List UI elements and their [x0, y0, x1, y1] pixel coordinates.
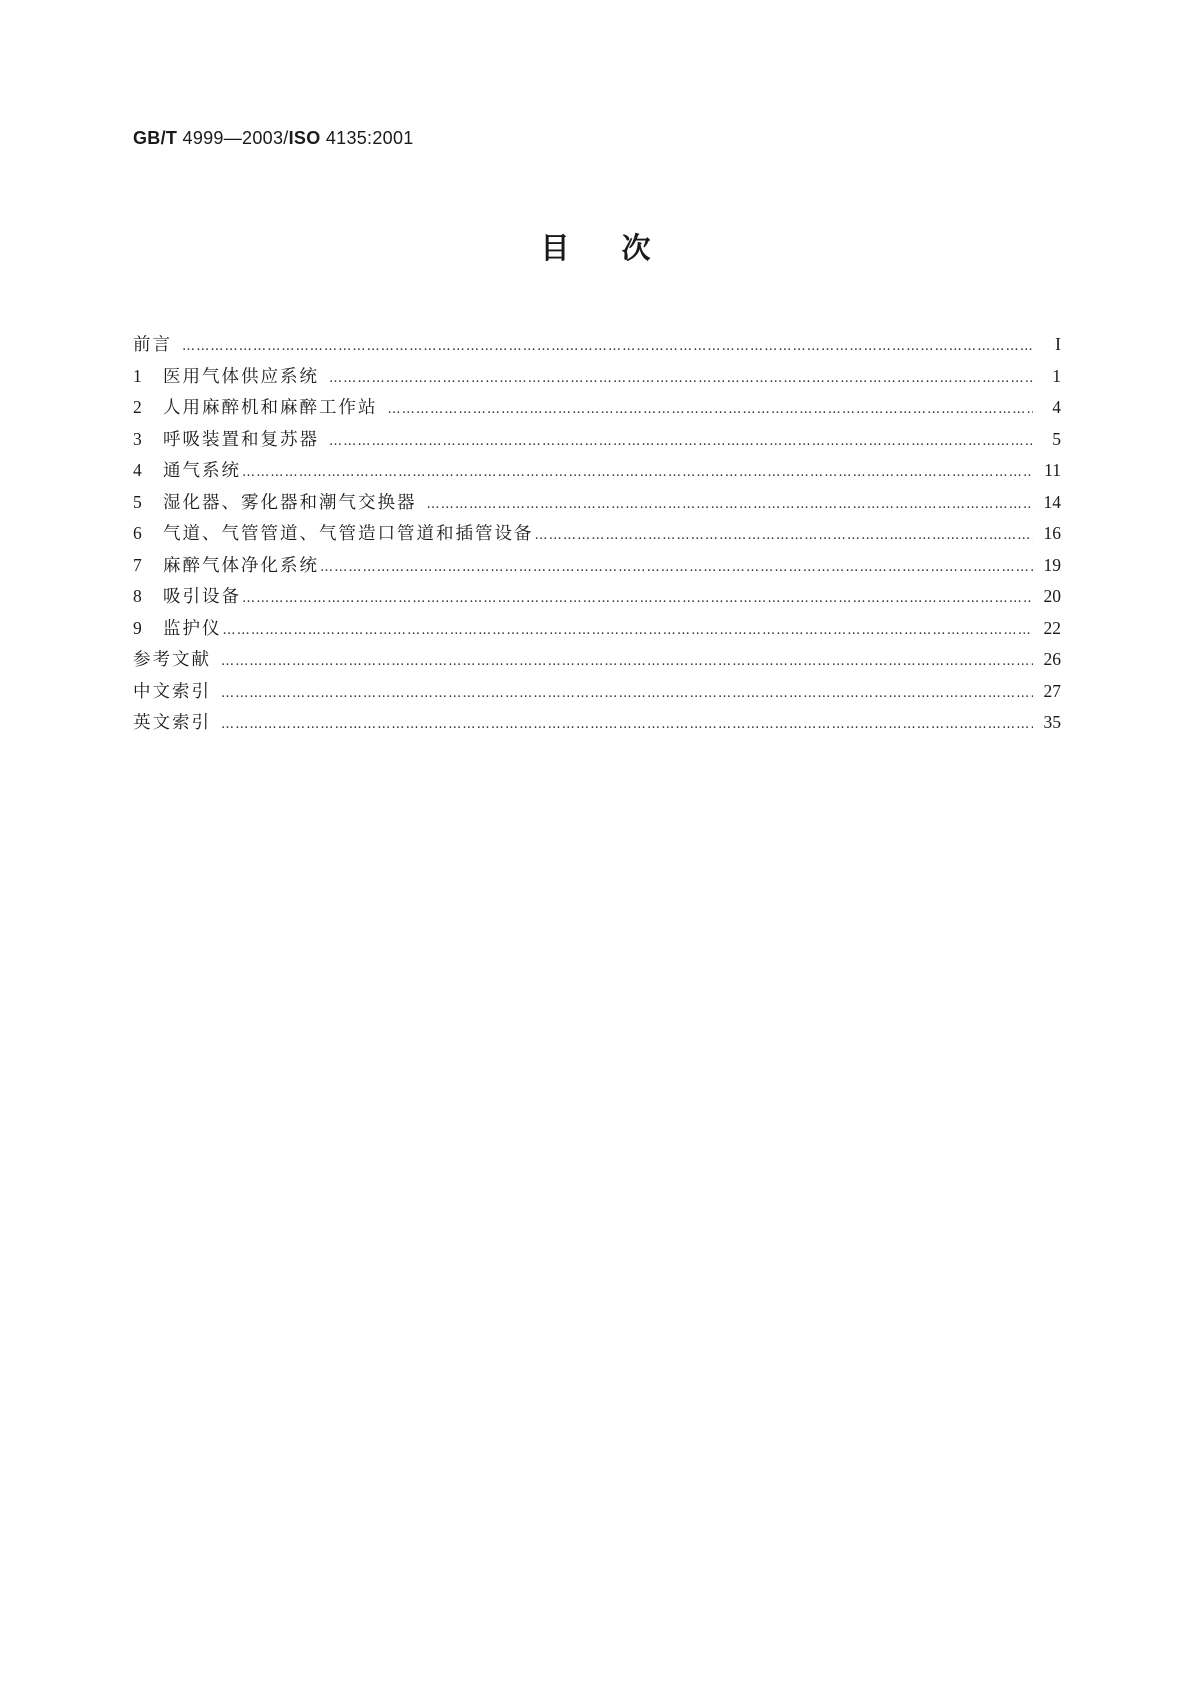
toc-entry-3[interactable]: [133, 424, 1061, 456]
toc-entry-9[interactable]: [133, 613, 1061, 645]
toc-entry-title: 气道、气管管道、气管造口管道和插管设备: [163, 524, 534, 544]
toc-entry-number: 5: [133, 491, 142, 512]
toc-page-number: 22: [1043, 617, 1061, 638]
toc-entry-title: 中文索引: [133, 681, 211, 702]
toc-entry-4[interactable]: [133, 455, 1061, 487]
toc-entry-number: 1: [133, 365, 142, 386]
toc-leader-dots: [242, 583, 1033, 615]
toc-entry-title: 监护仪: [163, 618, 222, 639]
toc-leader-dots: [535, 520, 1034, 552]
toc-leader-dots: [221, 646, 1033, 678]
toc-leader-dots: [242, 457, 1033, 489]
header-code-prefix: GB/T: [133, 128, 178, 148]
toc-entry-title: 参考文献: [133, 650, 211, 670]
toc-entry-2[interactable]: [133, 392, 1061, 424]
toc-leader-dots: [320, 552, 1033, 584]
toc-entry-title: 吸引设备: [163, 587, 241, 607]
header-iso-prefix: ISO: [288, 128, 321, 148]
toc-entry-number: 3: [133, 428, 142, 449]
toc-leader-dots: [388, 394, 1034, 426]
toc-page-number: 11: [1044, 460, 1061, 480]
toc-page-number: 16: [1043, 523, 1061, 543]
toc-page-number: 5: [1052, 428, 1061, 449]
toc-page-number: 1: [1052, 365, 1061, 386]
toc-leader-dots: [329, 363, 1033, 395]
toc-entry-5[interactable]: [133, 487, 1061, 519]
toc-entry-number: 4: [133, 460, 142, 480]
toc-entry-1[interactable]: [133, 361, 1061, 393]
toc-entry-references[interactable]: [133, 644, 1061, 676]
toc-entry-title: 湿化器、雾化器和潮气交换器: [163, 492, 417, 513]
toc-page-number: 14: [1043, 491, 1061, 512]
toc-entry-number: 2: [133, 397, 142, 417]
table-of-contents: [133, 329, 1061, 739]
toc-entry-chinese-index[interactable]: [133, 676, 1061, 708]
toc-leader-dots: [427, 489, 1034, 521]
toc-entry-8[interactable]: [133, 581, 1061, 613]
toc-entry-title: 通气系统: [163, 461, 241, 481]
toc-entry-number: 9: [133, 617, 142, 638]
page-title: 目次: [540, 231, 703, 265]
toc-entry-6[interactable]: [133, 518, 1061, 550]
header-iso-number: 4135:2001: [320, 128, 414, 148]
toc-leader-dots: [329, 426, 1033, 458]
toc-leader-dots: [223, 615, 1034, 647]
toc-entry-number: 8: [133, 586, 142, 606]
toc-entry-title: 呼吸装置和复苏器: [163, 429, 319, 450]
toc-page-number: 27: [1043, 680, 1061, 701]
toc-entry-title: 英文索引: [133, 713, 211, 733]
toc-entry-title: 人用麻醉机和麻醉工作站: [163, 398, 378, 418]
toc-leader-dots: [182, 331, 1033, 363]
toc-entry-title: 前言: [133, 335, 172, 355]
toc-page-number: 19: [1043, 554, 1061, 575]
toc-leader-dots: [221, 678, 1033, 710]
toc-leader-dots: [221, 709, 1033, 741]
standard-number-header: [133, 128, 414, 149]
toc-entry-title: 医用气体供应系统: [163, 366, 319, 387]
toc-page-number: 4: [1052, 397, 1061, 417]
toc-page-number: 26: [1043, 649, 1061, 669]
header-code-number: 4999—2003/: [177, 128, 289, 148]
toc-entry-number: 6: [133, 523, 142, 543]
toc-entry-foreword[interactable]: [133, 329, 1061, 361]
toc-entry-english-index[interactable]: [133, 707, 1061, 739]
toc-entry-title: 麻醉气体净化系统: [163, 555, 319, 576]
toc-page-number: 35: [1043, 712, 1061, 732]
toc-entry-7[interactable]: [133, 550, 1061, 582]
toc-entry-number: 7: [133, 554, 142, 575]
toc-page-number: I: [1055, 334, 1061, 354]
toc-page-number: 20: [1043, 586, 1061, 606]
